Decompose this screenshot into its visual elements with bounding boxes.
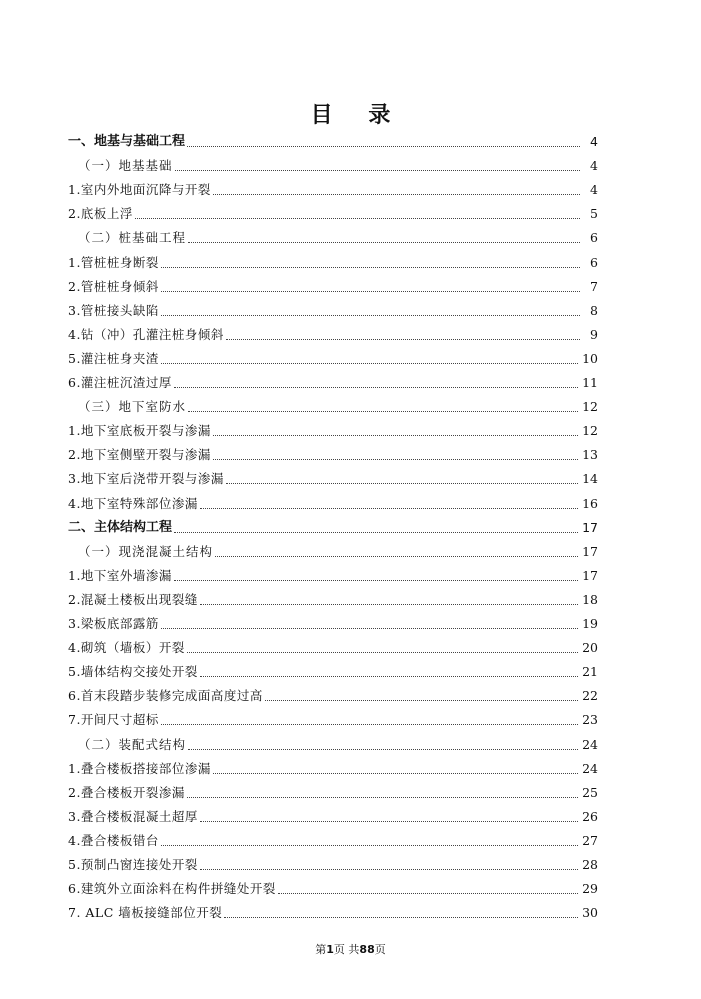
toc-entry[interactable] [68, 706, 598, 728]
toc-entry[interactable] [68, 779, 598, 801]
toc-entry-page: 25 [582, 784, 598, 800]
toc-entry-page: 27 [582, 832, 598, 848]
toc-entry-page: 6 [590, 230, 598, 246]
toc-entry-page: 29 [582, 881, 598, 897]
page-footer [0, 941, 701, 957]
toc-dot-leader [224, 916, 578, 918]
toc-entry[interactable] [68, 586, 598, 608]
toc-entry-page: 21 [582, 664, 598, 680]
toc-entry-title: 3.管桩接头缺陷 [68, 302, 159, 318]
toc-entry-title: 5.墙体结构交接处开裂 [68, 664, 198, 680]
toc-entry-title: （二）桩基础工程 [78, 230, 187, 246]
toc-entry-page: 16 [582, 495, 598, 511]
toc-entry-title: 6.首末段踏步装修完成面高度过高 [68, 688, 263, 704]
toc-entry[interactable] [68, 899, 598, 921]
toc-entry-title: 一、地基与基础工程 [68, 134, 186, 149]
toc-entry-title: （一）现浇混凝土结构 [78, 543, 214, 559]
toc-entry-title: 2.管桩桩身倾斜 [68, 278, 159, 294]
toc-entry[interactable] [68, 634, 598, 656]
toc-dot-leader [265, 699, 578, 701]
toc-entry[interactable] [68, 200, 598, 222]
toc-entry-page: 6 [590, 254, 598, 270]
toc-entry[interactable] [68, 803, 598, 825]
toc-entry-title: 二、主体结构工程 [68, 519, 173, 535]
toc-entry[interactable] [68, 176, 598, 198]
toc-dot-leader [161, 844, 578, 846]
toc-entry-title: （二）装配式结构 [78, 736, 187, 752]
toc-entry-page: 22 [582, 688, 598, 704]
toc-entry[interactable] [68, 490, 598, 512]
toc-entry[interactable] [68, 875, 598, 897]
toc-dot-leader [175, 169, 580, 171]
footer-current-page: 1 [326, 943, 334, 956]
toc-dot-leader [161, 627, 578, 629]
toc-entry-title: 6.灌注桩沉渣过厚 [68, 375, 172, 390]
footer-suffix: 页 [374, 943, 386, 956]
footer-total-pages: 88 [359, 943, 375, 956]
toc-dot-leader [161, 314, 580, 316]
toc-entry[interactable] [68, 441, 598, 463]
toc-dot-leader [174, 386, 578, 388]
toc-dot-leader [161, 290, 580, 292]
toc-entry-page: 7 [590, 278, 598, 294]
toc-entry-page: 19 [582, 616, 598, 631]
toc-entry-page: 24 [582, 736, 598, 752]
toc-dot-leader [174, 579, 578, 581]
footer-middle: 页 共 [333, 943, 360, 956]
toc-entry-page: 12 [582, 423, 598, 439]
toc-entry-page: 30 [582, 905, 598, 921]
toc-entry-title: 3.梁板底部露筋 [68, 616, 159, 631]
toc-entry-page: 20 [582, 640, 598, 656]
toc-dot-leader [161, 266, 580, 268]
toc-entry-title: 2.地下室侧壁开裂与渗漏 [68, 447, 211, 463]
toc-entry-title: 5.预制凸窗连接处开裂 [68, 857, 198, 872]
toc-entry-page: 8 [590, 302, 598, 318]
toc-entry-title: 3.叠合楼板混凝土超厚 [68, 808, 198, 824]
toc-entry[interactable] [68, 755, 598, 777]
toc-entry-title: 6.建筑外立面涂料在构件拼缝处开裂 [68, 881, 276, 897]
toc-dot-leader [188, 241, 580, 243]
toc-entry-title: 7. ALC 墙板接缝部位开裂 [68, 905, 223, 921]
toc-entry-page: 4 [590, 158, 598, 174]
toc-entry-title: 4.砌筑（墙板）开裂 [68, 640, 185, 656]
toc-dot-leader [200, 603, 578, 605]
toc-entry[interactable] [68, 682, 598, 704]
toc-dot-leader [187, 796, 578, 798]
toc-entry-title: 2.混凝土楼板出现裂缝 [68, 591, 198, 607]
toc-entry-title: 1.叠合楼板搭接部位渗漏 [68, 760, 211, 776]
toc-entry-title: 5.灌注桩身夹渣 [68, 350, 159, 366]
toc-entry[interactable] [68, 417, 598, 439]
toc-entry-page: 10 [582, 350, 598, 366]
toc-entry-title: 4.叠合楼板错台 [68, 832, 159, 848]
toc-dot-leader [200, 820, 578, 822]
toc-dot-leader [213, 434, 578, 436]
toc-entry-title: （三）地下室防水 [78, 399, 187, 415]
toc-entry-title: （一）地基基础 [78, 158, 173, 174]
toc-dot-leader [200, 507, 578, 509]
toc-entry[interactable] [68, 345, 598, 367]
toc-entry-page: 13 [582, 447, 598, 463]
toc-dot-leader [161, 362, 578, 364]
toc-dot-leader [200, 868, 578, 870]
toc-entry[interactable] [68, 297, 598, 319]
toc-entry-page: 18 [582, 591, 598, 607]
toc-entry[interactable] [68, 562, 598, 584]
toc-dot-leader [188, 410, 578, 412]
toc-entry-title: 1.管桩桩身断裂 [68, 254, 159, 270]
toc-entry-page: 28 [582, 857, 598, 872]
toc-dot-leader [213, 772, 578, 774]
toc-entry[interactable] [68, 224, 598, 246]
toc-dot-leader [226, 482, 578, 484]
toc-entry-page: 24 [582, 760, 598, 776]
toc-entry-page: 23 [582, 712, 598, 728]
toc-dot-leader [188, 748, 578, 750]
toc-dot-leader [213, 193, 580, 195]
toc-entry-page: 11 [582, 375, 598, 390]
toc-entry[interactable] [68, 393, 598, 415]
toc-entry[interactable] [68, 514, 598, 536]
toc-entry[interactable] [68, 369, 598, 391]
toc-dot-leader [213, 458, 578, 460]
toc-entry-title: 4.地下室特殊部位渗漏 [68, 495, 198, 511]
toc-dot-leader [161, 723, 578, 725]
toc-entry-page: 4 [590, 134, 598, 149]
toc-entry-page: 17 [582, 567, 598, 583]
toc-entry[interactable] [68, 851, 598, 873]
toc-entry-title: 1.室内外地面沉降与开裂 [68, 182, 211, 198]
toc-entry[interactable] [68, 273, 598, 295]
toc-entry-page: 4 [590, 182, 598, 198]
toc-entry[interactable] [68, 321, 598, 343]
toc-entry[interactable] [68, 152, 598, 174]
toc-entry-title: 1.地下室底板开裂与渗漏 [68, 423, 211, 439]
toc-entry-page: 5 [590, 206, 598, 222]
toc-entry[interactable] [68, 128, 598, 150]
toc-entry-title: 2.叠合楼板开裂渗漏 [68, 784, 185, 800]
toc-dot-leader [200, 675, 578, 677]
toc-entry-page: 14 [582, 471, 598, 487]
toc-entry[interactable] [68, 538, 598, 560]
toc-entry[interactable] [68, 731, 598, 753]
toc-dot-leader [187, 145, 580, 147]
toc-entry-title: 3.地下室后浇带开裂与渗漏 [68, 471, 224, 487]
toc-entry-title: 1.地下室外墙渗漏 [68, 567, 172, 583]
toc-dot-leader [278, 892, 578, 894]
footer-prefix: 第 [315, 943, 327, 956]
page-title: 目 录 [310, 103, 405, 128]
toc-entry-title: 4.钻（冲）孔灌注桩身倾斜 [68, 326, 224, 342]
toc-entry[interactable] [68, 610, 598, 632]
toc-entry-page: 26 [582, 808, 598, 824]
toc-dot-leader [226, 338, 580, 340]
toc-entry[interactable] [68, 465, 598, 487]
toc-entry-page: 17 [582, 519, 598, 535]
toc-dot-leader [135, 217, 580, 219]
toc-entry-page: 12 [582, 399, 598, 415]
toc-dot-leader [174, 531, 578, 533]
toc-entry-page: 17 [582, 543, 598, 559]
toc-dot-leader [187, 651, 578, 653]
toc-dot-leader [215, 555, 578, 557]
toc-entry-title: 7.开间尺寸超标 [68, 712, 159, 728]
toc-entry[interactable] [68, 827, 598, 849]
toc-entry[interactable] [68, 658, 598, 680]
toc-entry-page: 9 [590, 326, 598, 342]
toc-entry[interactable] [68, 249, 598, 271]
toc-entry-title: 2.底板上浮 [68, 206, 133, 222]
